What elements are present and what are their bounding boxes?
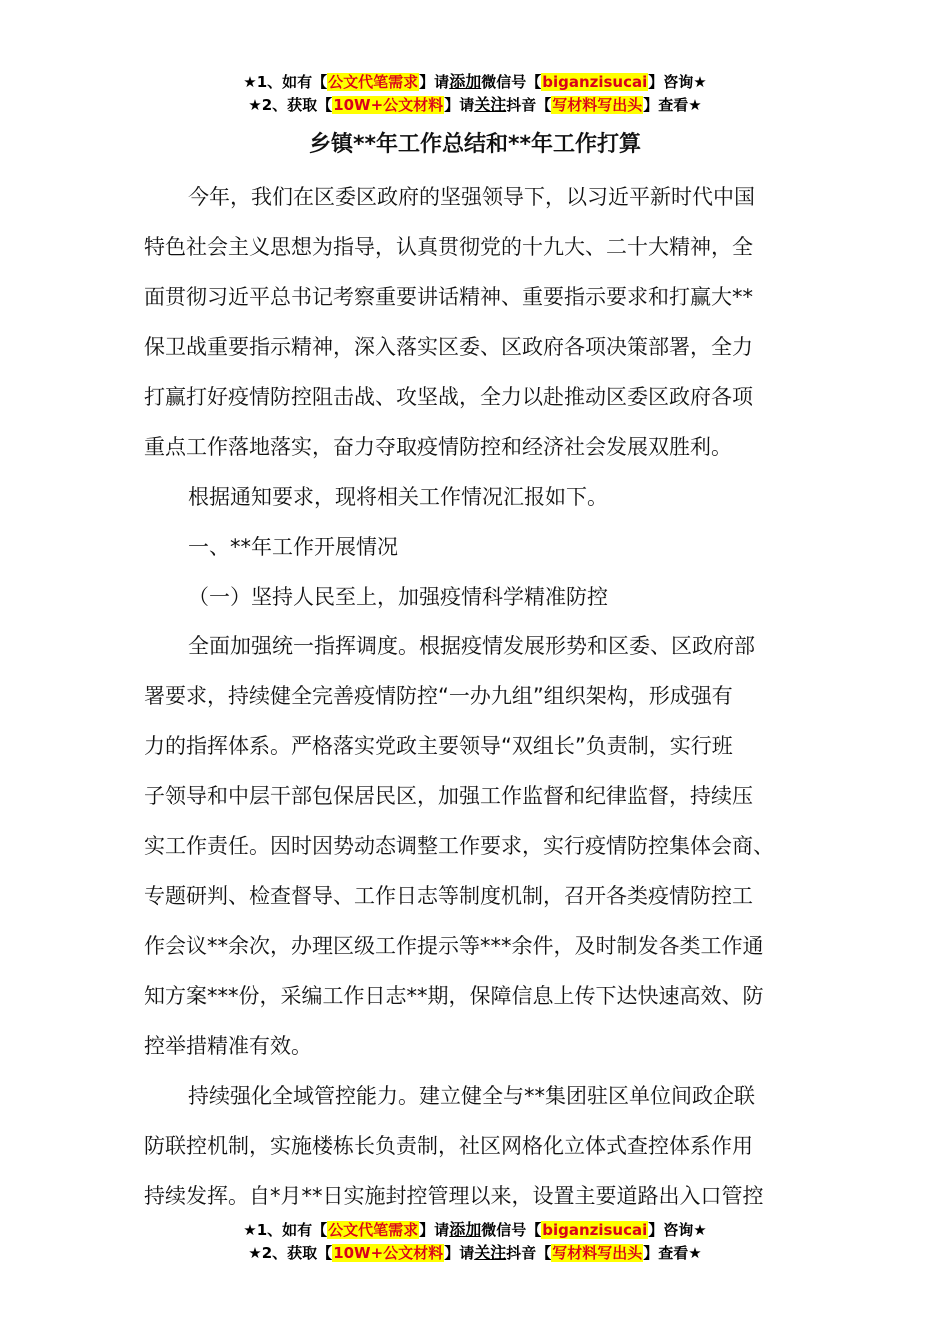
body-line: 防联控机制，实施楼栋长负责制，社区网格化立体式查控体系作用 [144, 1133, 753, 1158]
document-body [144, 173, 816, 1222]
promo-banner-bottom-line-1 [0, 1219, 950, 1241]
promo-banner-top-line-2 [0, 94, 950, 116]
promo-highlight: 10W+公文材料 [333, 1244, 444, 1262]
body-line: 持续强化全域管控能力。建立健全与**集团驻区单位间政企联 [188, 1083, 755, 1108]
promo-wechat-id: biganzisucai [542, 1221, 648, 1239]
body-line: 实工作责任。因时因势动态调整工作要求，实行疫情防控集体会商、 [144, 834, 774, 859]
body-line: 面贯彻习近平总书记考察重要讲话精神、重要指示要求和打赢大** [144, 284, 753, 309]
promo-banner-bottom-line-2 [0, 1242, 950, 1264]
body-line: 特色社会主义思想为指导，认真贯彻党的十九大、二十大精神，全 [144, 234, 753, 259]
body-line: 保卫战重要指示精神，深入落实区委、区政府各项决策部署，全力 [144, 334, 753, 359]
subsection-heading: （一）坚持人民至上，加强疫情科学精准防控 [188, 584, 608, 609]
body-line: 今年，我们在区委区政府的坚强领导下，以习近平新时代中国 [188, 185, 755, 209]
promo-emphasis: 关注 [474, 1243, 507, 1262]
body-line: 专题研判、检查督导、工作日志等制度机制，召开各类疫情防控工 [144, 884, 753, 909]
promo-text: ★1、如有【 [243, 73, 328, 91]
promo-text: ★1、如有【 [243, 1221, 328, 1239]
body-line: 作会议**余次，办理区级工作提示等***余件，及时制发各类工作通 [144, 934, 764, 959]
promo-text: 】请 [444, 1244, 475, 1262]
promo-text: ★2、获取【 [248, 1244, 333, 1262]
promo-emphasis: 添加 [449, 72, 482, 91]
body-line: 重点工作落地落实，奋力夺取疫情防控和经济社会发展双胜利。 [144, 434, 732, 459]
promo-highlight: 公文代笔需求 [328, 73, 419, 91]
promo-emphasis: 添加 [449, 1220, 482, 1239]
body-line: 根据通知要求，现将相关工作情况汇报如下。 [188, 484, 608, 509]
promo-text: 】请 [419, 1221, 450, 1239]
promo-text: 抖音【 [506, 96, 552, 114]
body-line: 打赢打好疫情防控阻击战、攻坚战，全力以赴推动区委区政府各项 [144, 384, 753, 409]
promo-highlight: 公文代笔需求 [328, 1221, 419, 1239]
promo-wechat-id: biganzisucai [542, 73, 648, 91]
promo-text: 微信号【 [481, 73, 542, 91]
body-line: 控举措精准有效。 [144, 1033, 312, 1058]
promo-text: 】咨询★ [648, 73, 707, 91]
promo-text: 】查看★ [643, 96, 702, 114]
promo-text: 】请 [444, 96, 475, 114]
document-title: 乡镇**年工作总结和**年工作打算 [308, 132, 642, 157]
body-line: 持续发挥。自*月**日实施封控管理以来，设置主要道路出入口管控 [144, 1183, 764, 1208]
promo-highlight: 写材料写出头 [552, 1244, 643, 1262]
promo-text: 抖音【 [506, 1244, 552, 1262]
promo-text: 】请 [419, 73, 450, 91]
promo-text: 微信号【 [481, 1221, 542, 1239]
promo-text: 】查看★ [643, 1244, 702, 1262]
promo-emphasis: 关注 [474, 95, 507, 114]
promo-text: 】咨询★ [648, 1221, 707, 1239]
section-heading: 一、**年工作开展情况 [188, 534, 398, 559]
promo-text: ★2、获取【 [248, 96, 333, 114]
promo-highlight: 10W+公文材料 [333, 96, 444, 114]
body-line: 力的指挥体系。严格落实党政主要领导“双组长”负责制，实行班 [144, 734, 733, 759]
promo-banner-top-line-1 [0, 71, 950, 93]
body-line: 署要求，持续健全完善疫情防控“一办九组”组织架构，形成强有 [144, 684, 733, 709]
promo-highlight: 写材料写出头 [552, 96, 643, 114]
body-line: 知方案***份，采编工作日志**期，保障信息上传下达快速高效、防 [144, 984, 764, 1008]
body-line: 全面加强统一指挥调度。根据疫情发展形势和区委、区政府部 [188, 634, 755, 659]
body-line: 子领导和中层干部包保居民区，加强工作监督和纪律监督，持续压 [144, 784, 753, 809]
